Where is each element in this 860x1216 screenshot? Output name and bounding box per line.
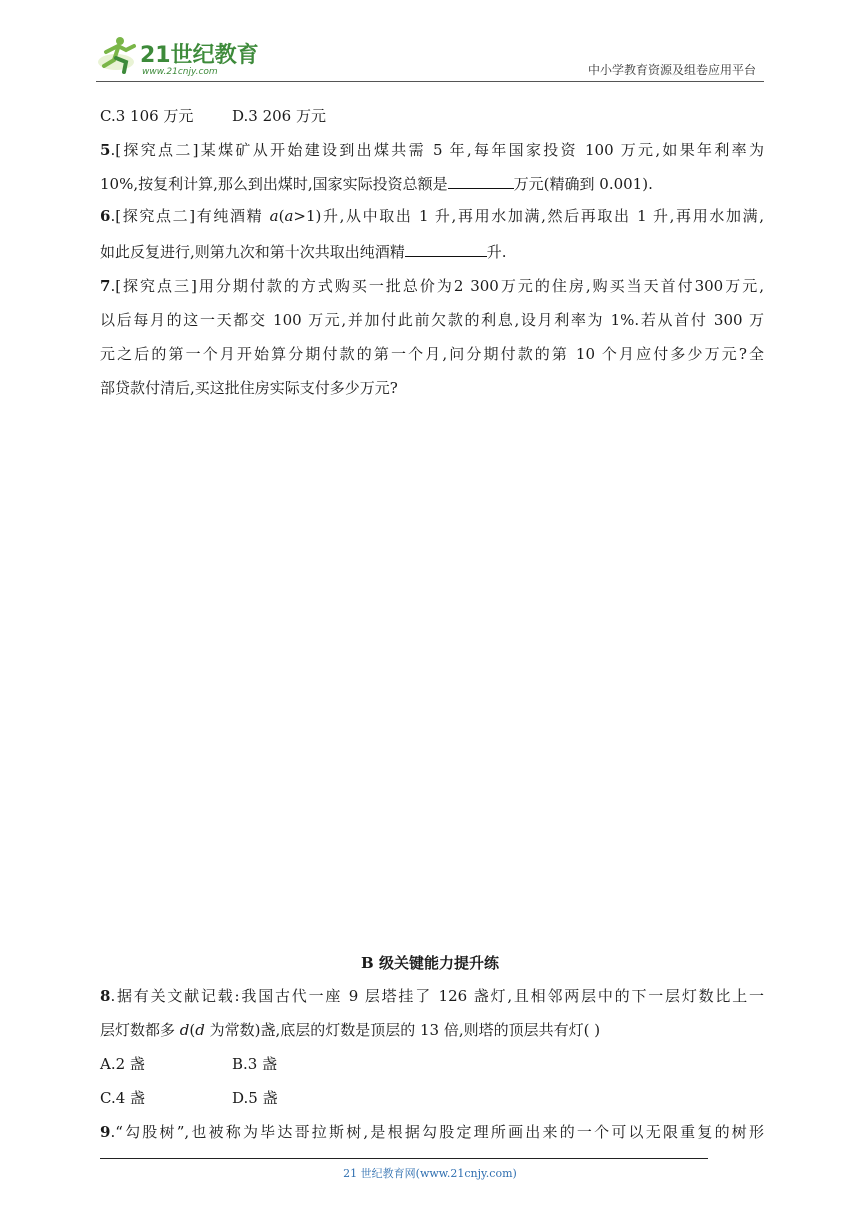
q5-answer-blank[interactable] — [448, 172, 514, 189]
q8-var-d: d — [179, 1021, 190, 1039]
runner-logo-icon — [96, 32, 266, 78]
q4-option-c: C.3 106 万元 — [100, 107, 194, 125]
q5-text-1: .[探究点二]某煤矿从开始建设到出煤共需 5 年,每年国家投资 100 万元,如果年利率为 — [110, 141, 764, 159]
q9-text-1: .“勾股树”,也被称为毕达哥拉斯树,是根据勾股定理所画出来的一个可以无限重复的树形 — [110, 1123, 764, 1141]
q9-line-1 — [100, 1122, 764, 1142]
q6-var-a2: a — [284, 207, 294, 225]
q4-option-d: D.3 206 万元 — [232, 107, 326, 125]
q8-line-1 — [100, 986, 764, 1006]
q8-option-c[interactable]: C.4 盏 — [100, 1089, 146, 1107]
logo-main-text: 21世纪教育 — [140, 43, 259, 68]
q7-line-2: 以后每月的这一天都交 100 万元,并加付此前欠款的利息,设月利率为 1%.若从首付 300 万 — [100, 311, 764, 329]
q8-line-2 — [100, 1020, 764, 1040]
q8-option-b[interactable]: B.3 盏 — [232, 1055, 278, 1073]
q8-number: 8 — [100, 987, 111, 1005]
q7-line-1 — [100, 276, 764, 296]
q6-var-a: a — [269, 207, 279, 225]
q9-number: 9 — [100, 1123, 111, 1141]
q5-text-2a: 10%,按复利计算,那么到出煤时,国家实际投资总额是 — [100, 175, 448, 193]
q6-answer-blank[interactable] — [405, 240, 487, 257]
q7-number: 7 — [100, 277, 111, 295]
q8-text-2b: 为常数)盏,底层的灯数是顶层的 13 倍,则塔的顶层共有灯( ) — [204, 1021, 601, 1039]
footer-divider — [100, 1158, 708, 1159]
q8-text-1: .据有关文献记载:我国古代一座 9 层塔挂了 126 盏灯,且相邻两层中的下一层灯数比上一 — [110, 987, 764, 1005]
q5-line-1 — [100, 140, 764, 160]
q8-option-d[interactable]: D.5 盏 — [232, 1089, 278, 1107]
q8-var-d2: d — [195, 1021, 205, 1039]
q7-text-1: .[探究点三]用分期付款的方式购买一批总价为2 300万元的住房,购买当天首付300万元, — [110, 277, 764, 295]
q8-text-2a: 层灯数都多 — [100, 1021, 180, 1039]
q8-options-row-1 — [100, 1054, 364, 1074]
section-b-title: B 级关键能力提升练 — [361, 954, 499, 972]
q7-line-4: 部贷款付清后,买这批住房实际支付多少万元? — [100, 379, 398, 397]
footer-link[interactable]: 21 世纪教育网(www.21cnjy.com) — [343, 1167, 517, 1180]
q6-line-1 — [100, 206, 764, 226]
q5-number: 5 — [100, 141, 111, 159]
q6-number: 6 — [100, 207, 111, 225]
q6-text-2a: 如此反复进行,则第九次和第十次共取出纯酒精 — [100, 243, 405, 261]
q5-text-2b: 万元(精确到 0.001). — [513, 175, 653, 193]
q6-paren: ( — [278, 207, 285, 225]
q8-option-a[interactable]: A.2 盏 — [100, 1055, 145, 1073]
q4-options — [100, 106, 364, 126]
q6-text-1b: >1)升,从中取出 1 升,再用水加满,然后再取出 1 升,再用水加满, — [293, 207, 764, 225]
header-divider — [96, 81, 764, 82]
logo-url-text: www.21cnjy.com — [142, 67, 218, 77]
q6-text-1a: .[探究点二]有纯酒精 — [110, 207, 270, 225]
q8-paren: ( — [189, 1021, 196, 1039]
q6-line-2 — [100, 240, 764, 262]
q7-line-3: 元之后的第一个月开始算分期付款的第一个月,问分期付款的第 10 个月应付多少万元?全 — [100, 345, 764, 363]
q8-options-row-2 — [100, 1088, 364, 1108]
q5-line-2 — [100, 172, 764, 194]
header-tagline: 中小学教育资源及组卷应用平台 — [587, 63, 756, 77]
q6-text-2b: 升. — [486, 243, 507, 261]
site-logo — [96, 32, 266, 78]
